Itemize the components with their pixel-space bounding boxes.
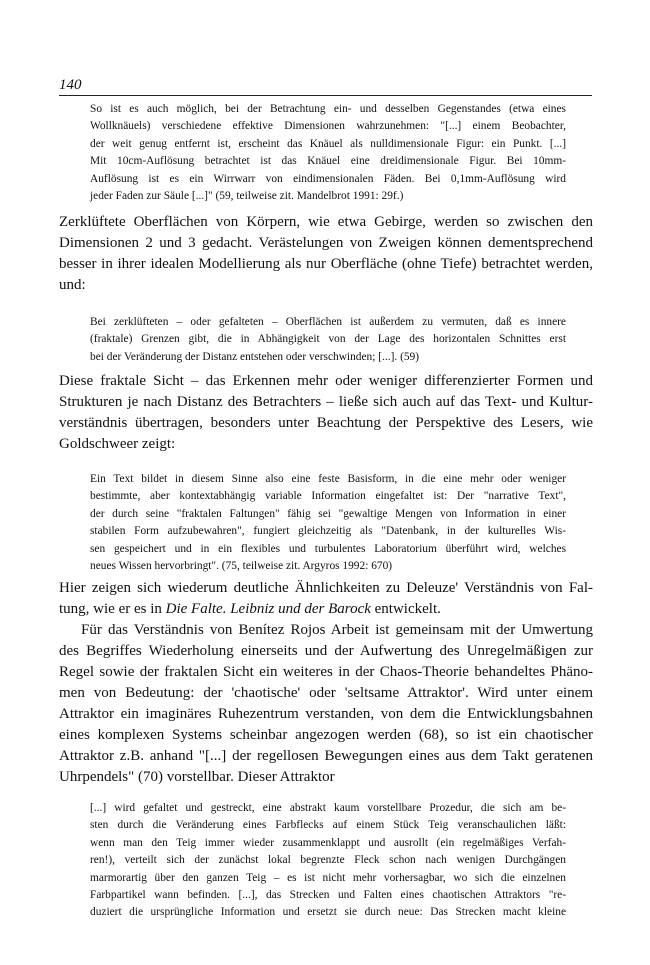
body-line: men von Bedeutung: der 'chaotische' oder 'seltsame Attraktor'. Wird unter einem <box>59 685 593 701</box>
body-line <box>59 599 593 620</box>
block-quote-fractal-borders <box>90 314 566 366</box>
quote-line: So ist es auch möglich, bei der Betrachtung ein- und desselben Gegenstandes (etwa eines <box>90 103 566 115</box>
block-quote-goldschweer <box>90 471 566 575</box>
page-header <box>59 77 592 96</box>
quote-line: Bei zerklüfteten – oder gefalteten – Oberflächen ist außerdem zu vermuten, daß es innere <box>90 316 566 328</box>
body-line: Strukturen je nach Distanz des Betrachters – ließe sich auch auf das Text- und Kultur- <box>59 394 593 410</box>
body-line: Uhrpendels" (70) vorstellbar. Dieser Attraktor <box>59 769 335 785</box>
quote-line: ren!), verteilt sich der zunächst lokal begrenzte Fleck schon nach wenigen Durchgängen <box>90 854 566 867</box>
body-line: Goldschweer zeigt: <box>59 436 176 452</box>
body-line: Attraktor ein imaginäres Ruhezentrum verstanden, von dem die Entwicklungsbahnen <box>59 706 593 722</box>
page-number: 140 <box>59 77 82 93</box>
quote-line: wenn man den Teig immer wieder zusammenklappt und ausrollt (ein regelmäßiges Verfah- <box>90 836 566 849</box>
quote-line: Wollknäuels) verschiedene effektive Dimensionen wahrzunehmen: "[...] einem Beobachter, <box>90 120 566 133</box>
body-line: Regel sowie der fraktalen Sicht ein weiteres in der Chaos-Theorie behandeltes Phäno- <box>59 664 593 680</box>
quote-line: bei der Veränderung der Distanz entstehen oder verschwinden; [...]. (59) <box>90 350 420 363</box>
block-quote-chaotic-attractor <box>90 800 566 922</box>
quote-line: (fraktale) Grenzen gibt, die in Abhängigkeit von der Lage des horizontalen Schnittes erst <box>90 333 566 346</box>
quote-line: der weit genug entfernt ist, erscheint das Knäuel als nulldimensionale Figur: ein Punkt. [...] <box>90 137 566 150</box>
body-paragraph-surfaces <box>59 212 593 296</box>
quote-line: der durch seine "fraktalen Faltungen" fähig sei "gewaltige Mengen von Information in einer <box>90 507 566 520</box>
body-line: eines komplexen Systems scheinbar angezogen werden (68), so ist ein chaotischer <box>59 727 593 743</box>
body-paragraph-fractal-view <box>59 371 593 455</box>
body-line: Attraktor z.B. anhand "[...] der regellosen Bewegungen eines aus dem Takt geratenen <box>59 748 593 764</box>
quote-line: Mit 10cm-Auflösung betrachtet ist das Knäuel eine dreidimensionale Figur. Bei 10mm- <box>90 155 566 168</box>
quote-line: [...] wird gefaltet und gestreckt, eine abstrakt kaum vorstellbare Prozedur, die sich am be- <box>90 802 566 814</box>
book-title: Die Falte. Leibniz und der Barock <box>165 601 371 617</box>
quote-line: Auflösung ist es ein Wirrwarr von eindimensionalen Fäden. Bei 0,1mm-Auflösung wird <box>90 172 566 185</box>
quote-line: sten durch die Veränderung eines Farbflecks auf einem Stück Teig veranschaulichen läßt: <box>90 819 566 832</box>
quote-line: stabilen Form aufzubewahren", fungiert gleichzeitig als "Datenbank, in der kulturelles Wis- <box>90 525 566 538</box>
quote-line: neues Wissen hervorbringt". (75, teilweise zit. Argyros 1992: 670) <box>90 560 393 573</box>
body-line: des Begriffes Wiederholung einerseits und der Aufwertung des Unregelmäßigen zur <box>59 643 593 659</box>
body-line: Diese fraktale Sicht – das Erkennen mehr oder weniger differenzierter Formen und <box>59 373 593 389</box>
body-paragraph-attractor <box>59 620 593 788</box>
body-line: Zerklüftete Oberflächen von Körpern, wie etwa Gebirge, werden so zwischen den <box>59 214 593 230</box>
quote-line: Ein Text bildet in diesem Sinne also eine feste Basisform, in die eine mehr oder weniger <box>90 473 566 485</box>
block-quote-mandelbrot <box>90 101 566 205</box>
body-line: besser in ihrer idealen Modellierung als nur Oberfläche (ohne Tiefe) betrachtet werden, <box>59 256 593 272</box>
body-text: tung, wie er es in <box>59 601 166 617</box>
body-line: Hier zeigen sich wiederum deutliche Ähnlichkeiten zu Deleuze' Verständnis von Fal- <box>59 580 593 596</box>
body-text: entwickelt. <box>370 601 441 617</box>
body-paragraph-deleuze <box>59 578 593 620</box>
body-line: Für das Verständnis von Benítez Rojos Arbeit ist gemeinsam mit der Umwertung <box>81 622 593 638</box>
body-line: und: <box>59 277 86 293</box>
quote-line: marmorartig über den ganzen Teig – es ist nicht mehr vorhersagbar, wo sich die einzelnen <box>90 871 566 884</box>
quote-line: sen gespeichert und in ein flexibles und turbulentes Laboratorium überführt wird, welches <box>90 542 566 555</box>
quote-line: Farbpartikel wann befinden. [...], das Strecken und Falten eines chaotischen Attraktors "re- <box>90 889 566 902</box>
body-line: verständnis übertragen, besonders unter Beachtung der Perspektive des Lesers, wie <box>59 415 593 431</box>
quote-line: bestimmte, aber kontextabhängig variable Information eingefaltet ist: Der "narrative Text", <box>90 490 566 503</box>
body-line: Dimensionen 2 und 3 gedacht. Verästelungen von Zweigen können dementsprechend <box>59 235 593 251</box>
quote-line: duziert die ursprüngliche Information und ersetzt sie durch neue: Das Strecken macht kleine <box>90 906 566 919</box>
quote-line: jeder Faden zur Säule [...]" (59, teilweise zit. Mandelbrot 1991: 29f.) <box>90 190 404 203</box>
